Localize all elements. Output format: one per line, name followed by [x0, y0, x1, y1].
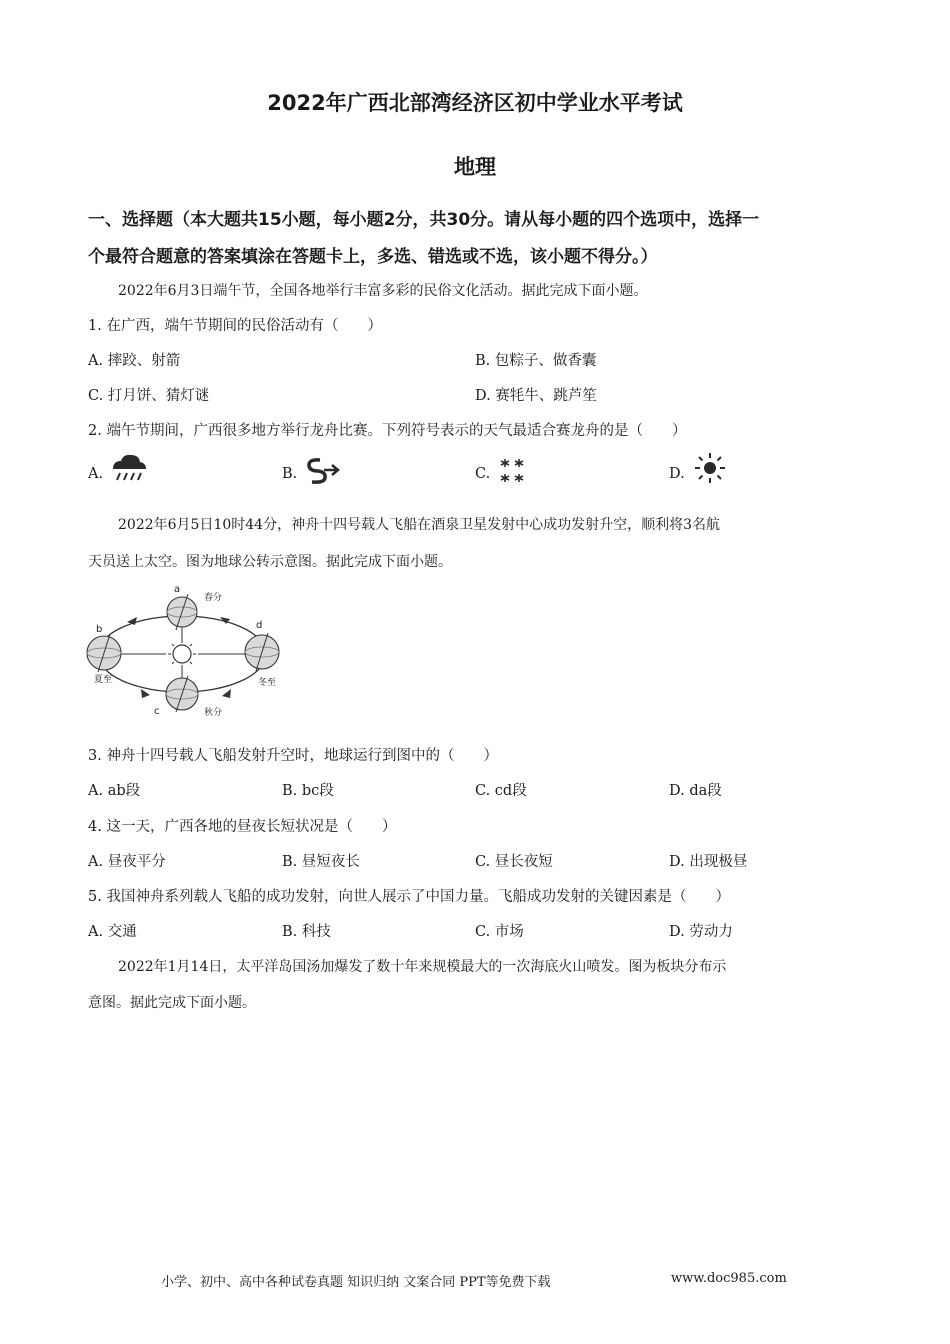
- q4-option-c: C. 昼长夜短: [475, 854, 553, 870]
- diagram-label-autumn: 秋分: [204, 708, 223, 718]
- q2-option-c-label: C.: [475, 466, 491, 482]
- question-5-stem: 5. 我国神舟系列载人飞船的成功发射，向世人展示了中国力量。飞船成功发射的关键因素是（ ）: [88, 889, 730, 905]
- passage-2-line2: 天员送上太空。图为地球公转示意图。据此完成下面小题。: [88, 554, 452, 570]
- diagram-label-c: c: [154, 706, 160, 717]
- q5-option-a: A. 交通: [88, 924, 137, 940]
- q5-option-c: C. 市场: [475, 924, 524, 940]
- q1-option-c: C. 打月饼、猜灯谜: [88, 388, 210, 404]
- diagram-label-winter: 冬至: [258, 678, 277, 688]
- question-3-stem: 3. 神舟十四号载人飞船发射升空时，地球运行到图中的（ ）: [88, 748, 498, 764]
- question-2-stem: 2. 端午节期间，广西很多地方举行龙舟比赛。下列符号表示的天气最适合赛龙舟的是（ ）: [88, 423, 687, 439]
- q2-option-b-label: B.: [282, 466, 298, 482]
- q5-option-d: D. 劳动力: [669, 924, 733, 940]
- q3-option-b: B. bc段: [282, 783, 334, 799]
- sun-icon: [693, 451, 727, 485]
- exam-title: 2022年广西北部湾经济区初中学业水平考试: [267, 91, 683, 115]
- diagram-label-summer: 夏至: [94, 675, 113, 685]
- passage-2-line1: 2022年6月5日10时44分，神舟十四号载人飞船在酒泉卫星发射中心成功发射升空，顺利将3名航: [118, 517, 720, 533]
- passage-1: 2022年6月3日端午节，全国各地举行丰富多彩的民俗文化活动。据此完成下面小题。: [118, 283, 648, 299]
- question-4-stem: 4. 这一天，广西各地的昼夜长短状况是（ ）: [88, 819, 397, 835]
- subject-title: 地理: [454, 155, 496, 179]
- diagram-label-spring: 春分: [204, 593, 223, 603]
- diagram-label-b: b: [96, 624, 103, 635]
- q4-option-b: B. 昼短夜长: [282, 854, 360, 870]
- snowflake-icon: [496, 455, 528, 487]
- q2-option-a-label: A.: [88, 466, 104, 482]
- diagram-label-a: a: [174, 584, 181, 595]
- passage-3-line2: 意图。据此完成下面小题。: [88, 995, 256, 1011]
- earth-revolution-diagram: [84, 582, 286, 720]
- q4-option-d: D. 出现极昼: [669, 854, 748, 870]
- footer-website-link[interactable]: www.doc985.com: [671, 1271, 787, 1286]
- section-heading-line1: 一、选择题（本大题共15小题，每小题2分，共30分。请从每小题的四个选项中，选择一: [88, 210, 760, 230]
- q1-option-b: B. 包粽子、做香囊: [475, 353, 597, 369]
- q1-option-d: D. 赛牦牛、跳芦笙: [475, 388, 597, 404]
- section-heading-line2: 个最符合题意的答案填涂在答题卡上，多选、错选或不选，该小题不得分。）: [88, 247, 658, 267]
- rain-cloud-icon: [110, 452, 148, 486]
- q5-option-b: B. 科技: [282, 924, 331, 940]
- wind-direction-icon: [300, 456, 340, 486]
- q2-option-d-label: D.: [669, 466, 685, 482]
- question-1-stem: 1. 在广西，端午节期间的民俗活动有（ ）: [88, 318, 382, 334]
- diagram-label-d: d: [256, 620, 263, 631]
- q3-option-a: A. ab段: [88, 783, 141, 799]
- q1-option-a: A. 摔跤、射箭: [88, 353, 181, 369]
- q3-option-c: C. cd段: [475, 783, 527, 799]
- q3-option-d: D. da段: [669, 783, 722, 799]
- passage-3-line1: 2022年1月14日，太平洋岛国汤加爆发了数十年来规模最大的一次海底火山喷发。图为板块分布示: [118, 959, 727, 975]
- footer-promo-text: 小学、初中、高中各种试卷真题 知识归纳 文案合同 PPT等免费下载: [161, 1275, 551, 1290]
- q4-option-a: A. 昼夜平分: [88, 854, 166, 870]
